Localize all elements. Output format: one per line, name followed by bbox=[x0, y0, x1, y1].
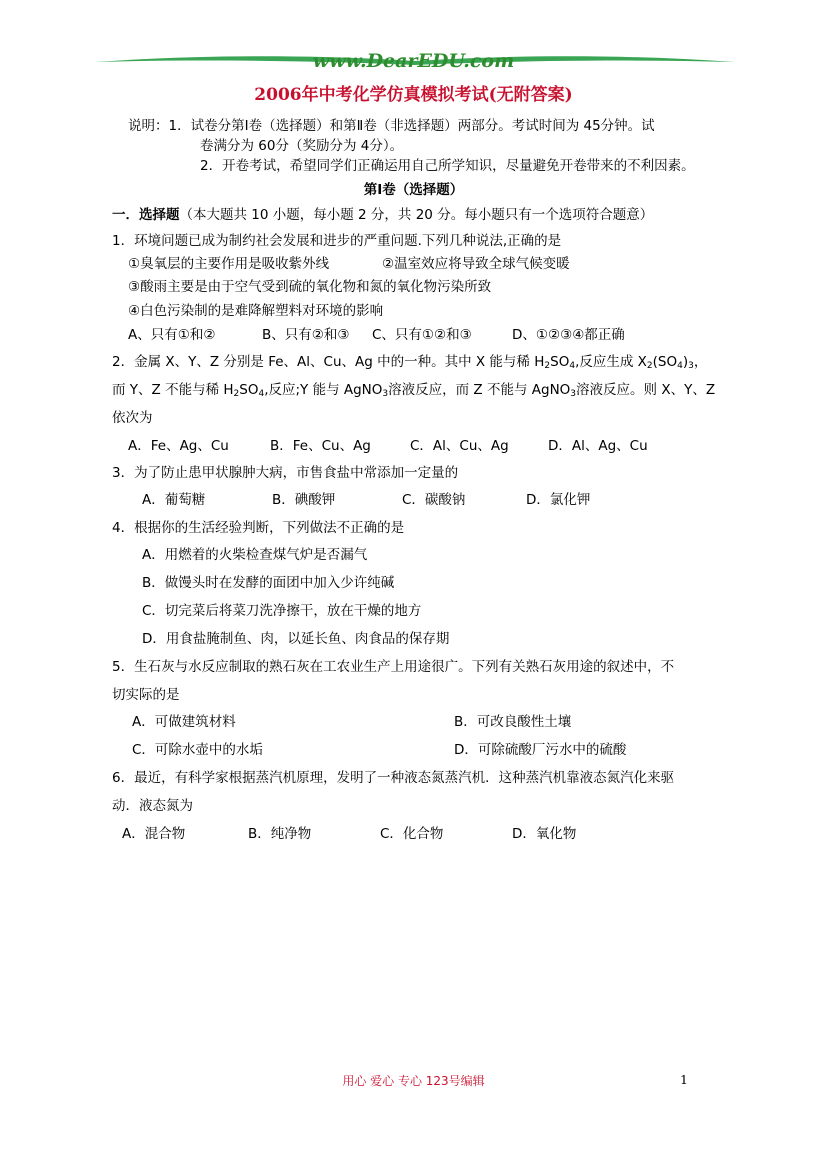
q1-statement-2: ②温室效应将导致全球气候变暖 bbox=[382, 256, 570, 272]
q5-option-b: B．可改良酸性土壤 bbox=[454, 714, 572, 730]
q2-l2-text: ,反应;Y 能与 AgNO bbox=[264, 382, 383, 398]
instruction-line-3: 2．开卷考试，希望同学们正确运用自己所学知识，尽量避免开卷带来的不利因素。 bbox=[200, 158, 695, 174]
q1-statement-4: ④白色污染制的是难降解塑料对环境的影响 bbox=[128, 303, 384, 319]
q6-option-b: B．纯净物 bbox=[248, 826, 312, 842]
q3-option-b: B．碘酸钾 bbox=[272, 492, 336, 508]
q2-l1-sub: 2 bbox=[544, 361, 551, 371]
section-title: 第Ⅰ卷（选择题） bbox=[363, 182, 464, 198]
q2-l1-sub: 2 bbox=[646, 361, 653, 371]
q4-option-a: A．用燃着的火柴检查煤气炉是否漏气 bbox=[142, 547, 368, 563]
q2-l2-text: SO bbox=[239, 382, 259, 398]
q2-l1-text: SO bbox=[550, 354, 570, 370]
q4-option-b: B．做馒头时在发酵的面团中加入少许纯碱 bbox=[142, 575, 395, 591]
footer-text: 用心 爱心 专心 123号编辑 bbox=[342, 1074, 485, 1088]
q2-stem-line-3: 依次为 bbox=[112, 410, 153, 426]
q2-l2-sub: 3 bbox=[570, 389, 577, 399]
q2-l1-text: ,反应生成 X bbox=[575, 354, 647, 370]
q2-l1-text: 2．金属 X、Y、Z 分别是 Fe、Al、Cu、Ag 中的一种。其中 X 能与稀 H bbox=[112, 354, 545, 370]
q3-option-c: C．碳酸钠 bbox=[402, 492, 466, 508]
q2-option-d: D．Al、Ag、Cu bbox=[548, 438, 648, 454]
q1-statement-1: ①臭氧层的主要作用是吸收紫外线 bbox=[128, 256, 330, 272]
q6-option-c: C．化合物 bbox=[380, 826, 444, 842]
q2-l1-sub: 3 bbox=[688, 361, 694, 371]
q2-option-b: B．Fe、Cu、Ag bbox=[270, 438, 371, 454]
q5-stem-line-1: 5．生石灰与水反应制取的熟石灰在工农业生产上用途很广。下列有关熟石灰用途的叙述中，不 bbox=[112, 659, 675, 675]
q1-option-b: B、只有②和③ bbox=[262, 327, 350, 343]
q2-l2-text: 溶液反应，而 Z 不能与 AgNO bbox=[388, 382, 571, 398]
q4-option-d: D．用食盐腌制鱼、肉，以延长鱼、肉食品的保存期 bbox=[142, 631, 450, 647]
exam-title: 2006年中考化学仿真模拟考试(无附答案) bbox=[254, 85, 573, 105]
q6-stem-line-2: 动．液态氮为 bbox=[112, 798, 193, 814]
q2-l2-text: 溶液反应。则 X、Y、Z bbox=[576, 382, 716, 398]
part-label: 一．选择题 bbox=[112, 207, 180, 223]
q4-stem: 4．根据你的生活经验判断，下列做法不正确的是 bbox=[112, 520, 405, 536]
q3-option-d: D．氯化钾 bbox=[526, 492, 591, 508]
q5-option-a: A．可做建筑材料 bbox=[132, 714, 236, 730]
site-logo[interactable]: www.DearEDU.com bbox=[312, 50, 515, 72]
q2-l1-sub: 4 bbox=[677, 361, 683, 371]
q2-stem-line-1 bbox=[112, 353, 707, 371]
q6-option-a: A．混合物 bbox=[122, 826, 186, 842]
q2-l1-text: (SO bbox=[652, 354, 678, 370]
q1-stem: 1．环境问题已成为制约社会发展和进步的严重问题.下列几种说法,正确的是 bbox=[112, 233, 562, 249]
q1-option-a: A、只有①和② bbox=[128, 327, 216, 343]
q5-option-c: C．可除水壶中的水垢 bbox=[132, 742, 263, 758]
q5-option-d: D．可除硫酸厂污水中的硫酸 bbox=[454, 742, 627, 758]
q2-l2-text: 而 Y、Z 不能与稀 H bbox=[112, 382, 234, 398]
instruction-line-2: 卷满分为 60分（奖励分为 4分）。 bbox=[200, 138, 404, 154]
q3-option-a: A．葡萄糖 bbox=[142, 492, 206, 508]
q2-l2-sub: 3 bbox=[382, 389, 389, 399]
part-description: （本大题共 10 小题，每小题 2 分，共 20 分。每小题只有一个选项符合题意） bbox=[179, 207, 654, 223]
q2-l2-sub: 2 bbox=[233, 389, 240, 399]
q2-l1-text: ) bbox=[682, 354, 689, 370]
q2-l1-text: ， bbox=[693, 354, 708, 370]
q6-option-d: D．氧化物 bbox=[512, 826, 577, 842]
q5-stem-line-2: 切实际的是 bbox=[112, 687, 180, 703]
q1-option-c: C、只有①②和③ bbox=[372, 327, 472, 343]
instruction-line-1: 说明：1．试卷分第Ⅰ卷（选择题）和第Ⅱ卷（非选择题）两部分。考试时间为 45分钟。试 bbox=[128, 118, 655, 134]
q6-stem-line-1: 6．最近，有科学家根据蒸汽机原理，发明了一种液态氮蒸汽机．这种蒸汽机靠液态氮汽化来驱 bbox=[112, 770, 675, 786]
q2-l2-sub: 4 bbox=[258, 389, 265, 399]
q1-statement-3: ③酸雨主要是由于空气受到硫的氧化物和氮的氧化物污染所致 bbox=[128, 279, 492, 295]
part-heading bbox=[112, 206, 653, 224]
page-number: 1 bbox=[680, 1072, 688, 1087]
q3-stem: 3．为了防止患甲状腺肿大病，市售食盐中常添加一定量的 bbox=[112, 465, 459, 481]
q2-stem-line-2 bbox=[112, 381, 715, 399]
q1-option-d: D、①②③④都正确 bbox=[512, 327, 625, 343]
q4-option-c: C．切完菜后将菜刀洗净擦干，放在干燥的地方 bbox=[142, 603, 422, 619]
q2-option-a: A．Fe、Ag、Cu bbox=[128, 438, 229, 454]
q2-l1-sub: 4 bbox=[569, 361, 576, 371]
q2-option-c: C．Al、Cu、Ag bbox=[410, 438, 509, 454]
